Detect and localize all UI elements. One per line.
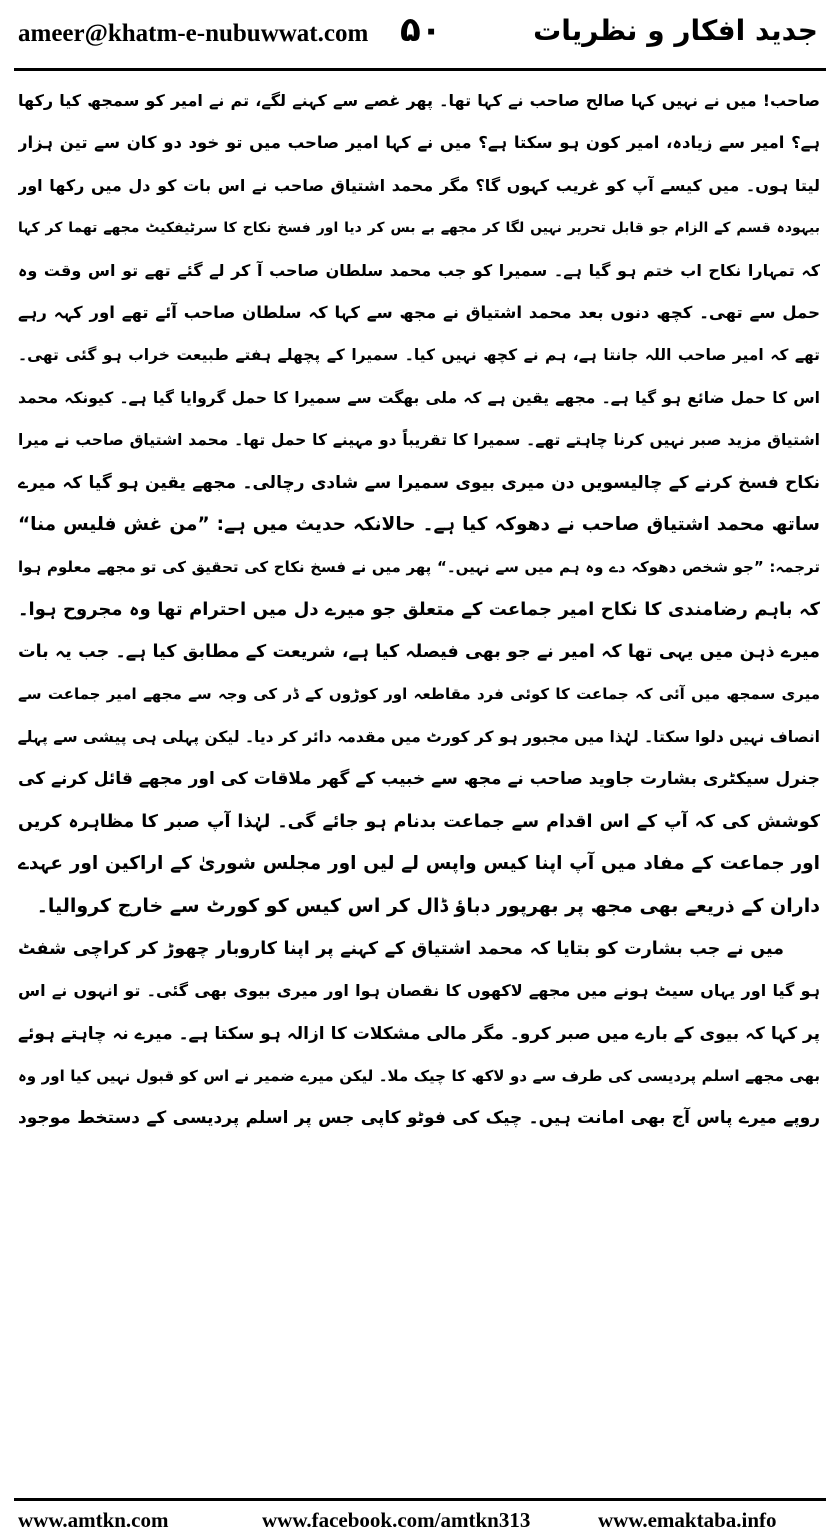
text-line: حمل سے تھی۔ کچھ دنوں بعد محمد اشتیاق نے مجھ سے کہا کہ سلطان صاحب آئے تھے اور کہہ رہے: [18, 302, 820, 322]
text-line: ہو گیا اور یہاں سیٹ ہونے میں مجھے لاکھوں کا نقصان ہوا اور میری بیوی بھی گئی۔ تو انہوں نے اس: [18, 981, 820, 1001]
text-line: داران کے ذریعے بھی مجھ پر بھرپور دباؤ ڈال کر اس کیس کو کورٹ سے خارج کروالیا۔: [36, 895, 820, 918]
text-line: اور جماعت کے مفاد میں آپ اپنا کیس واپس لے لیں اور مجلس شوریٰ کے اراکین اور عہدے: [18, 853, 820, 875]
text-line: کوشش کی کہ آپ کے اس اقدام سے جماعت بدنام ہو جائے گی۔ لہٰذا آپ صبر کا مظاہرہ کریں: [18, 811, 820, 832]
text-line: اس کا حمل ضائع ہو گیا ہے۔ مجھے یقین ہے کہ ملی بھگت سے سمیرا کا حمل گروایا گیا ہے۔ کیونکہ محمد: [18, 388, 820, 407]
header-email: ameer@khatm-e-nubuwwat.com: [18, 20, 369, 47]
text-line: صاحب! میں نے نہیں کہا صالح صاحب نے کہا تھا۔ پھر غصے سے کہنے لگے، تم نے امیر کو سمجھ کیا رکھا: [18, 91, 820, 110]
text-line: انصاف نہیں دلوا سکتا۔ لہٰذا میں مجبور ہو کر کورٹ میں مقدمہ دائر کر دیا۔ لیکن پہلی ہی پیشی سے پہلے: [18, 727, 820, 746]
text-line: اشتیاق مزید صبر نہیں کرنا چاہتے تھے۔ سمیرا کا تقریباً دو مہینے کا حمل تھا۔ محمد اشتیاق صاحب نے میرا: [18, 431, 820, 450]
text-line: بیہودہ قسم کے الزام جو قابل تحریر نہیں لگا کر مجھے بے بس کر دیا اور فسخ نکاح کا سرٹیفکیٹ مجھے تھما کر کہا: [18, 220, 820, 237]
text-line-hadith: ساتھ محمد اشتیاق صاحب نے دھوکہ کیا ہے۔ حالانکہ حدیث میں ہے: ”من غش فلیس منا“: [18, 513, 820, 535]
paragraph-start-line: میں نے جب بشارت کو بتایا کہ محمد اشتیاق کے کہنے پر اپنا کاروبار چھوڑ کر کراچی شفٹ: [18, 938, 784, 959]
text-line: روپے میرے پاس آج بھی امانت ہیں۔ چیک کی فوٹو کاپی جس پر اسلم پردیسی کے دستخط موجود: [18, 1108, 820, 1129]
text-line: ہے؟ امیر سے زیادہ، امیر کون ہو سکتا ہے؟ میں نے کہا امیر صاحب میں تو خود دو کان سے تین ہزار: [18, 133, 820, 153]
header-divider: [14, 68, 826, 71]
text-line: نکاح فسخ کرنے کے چالیسویں دن میری بیوی سمیرا سے شادی رچالی۔ مجھے یقین ہو گیا کہ میرے: [18, 472, 820, 493]
text-line: لیتا ہوں۔ میں کیسے آپ کو غریب کہوں گا؟ مگر محمد اشتیاق صاحب نے اس بات کو دل میں رکھا اور: [18, 175, 820, 195]
text-line: تھے کہ امیر صاحب اللہ جانتا ہے، ہم نے کچھ نہیں کیا۔ سمیرا کے پچھلے ہفتے طبیعت خراب ہو گئی تھی۔: [18, 346, 820, 365]
page-header: [0, 0, 840, 70]
text-line: کہ باہم رضامندی کا نکاح امیر جماعت کے متعلق جو میرے دل میں احترام تھا وہ مجروح ہوا۔: [18, 598, 820, 620]
text-line: ترجمہ: ”جو شخص دھوکہ دے وہ ہم میں سے نہیں۔“ پھر میں نے فسخ نکاح کی تحقیق کی تو مجھے معلوم ہوا: [18, 558, 820, 577]
text-line: کہ تمہارا نکاح اب ختم ہو گیا ہے۔ سمیرا کو جب محمد سلطان صاحب آ کر لے گئے تھے تو اس وقت وہ: [18, 260, 820, 280]
page-body: [18, 80, 820, 1140]
text-line: میری سمجھ میں آئی کہ جماعت کا کوئی فرد مقاطعہ اور کوڑوں کے ڈر کی وجہ سے مجھے امیر جماعت سے: [18, 685, 820, 704]
page-footer: [0, 1504, 840, 1540]
text-line: جنرل سیکٹری بشارت جاوید صاحب نے مجھ سے خبیب کے گھر ملاقات کی اور مجھے قائل کرنے کی: [18, 769, 820, 790]
page-number: ۵۰: [400, 10, 442, 50]
text-line: بھی مجھے اسلم پردیسی کی طرف سے دو لاکھ کا چیک ملا۔ لیکن میرے ضمیر نے اس کو قبول نہیں کیا اور وہ: [18, 1066, 820, 1085]
text-line: میرے ذہن میں یہی تھا کہ امیر نے جو بھی فیصلہ کیا ہے، شریعت کے مطابق کیا ہے۔ جب یہ بات: [18, 642, 820, 663]
book-title: جدید افکار و نظریات: [533, 14, 818, 47]
footer-divider: [14, 1498, 826, 1501]
text-line: پر کہا کہ بیوی کے بارے میں صبر کرو۔ مگر مالی مشکلات کا ازالہ ہو سکتا ہے۔ میرے نہ چاہتے ہوئے: [18, 1023, 820, 1044]
footer-link-facebook[interactable]: www.facebook.com/amtkn313: [262, 1508, 531, 1532]
footer-link-emaktaba[interactable]: www.emaktaba.info: [598, 1508, 777, 1532]
footer-link-website[interactable]: www.amtkn.com: [18, 1508, 169, 1532]
